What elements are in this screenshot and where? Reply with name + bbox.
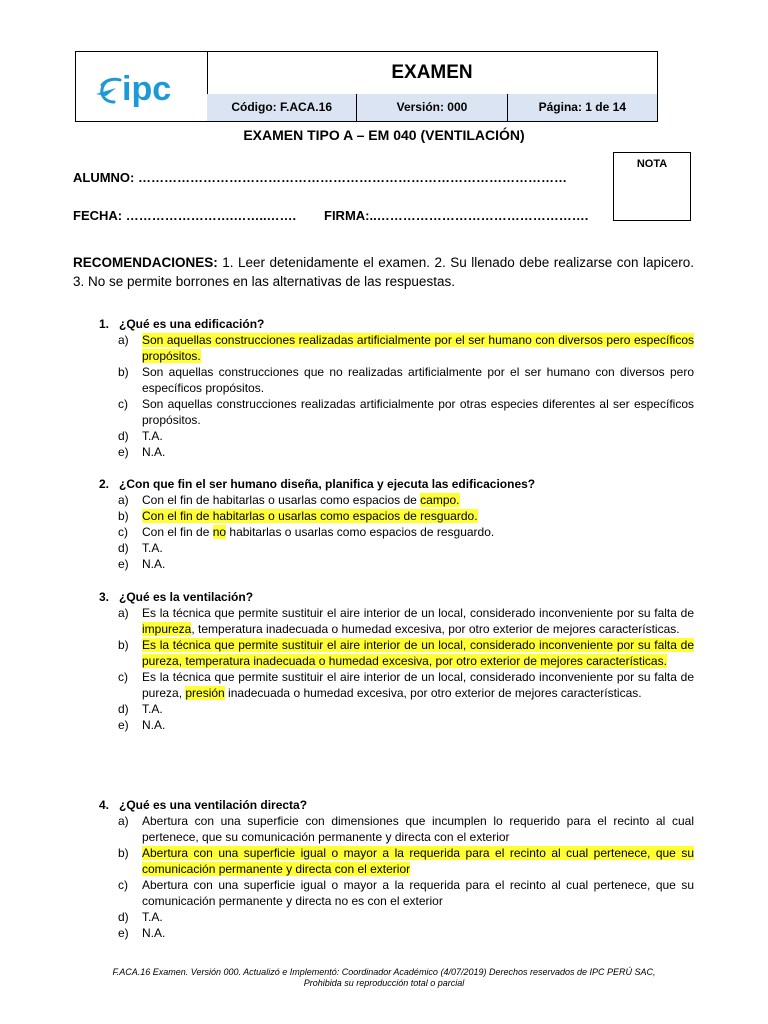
answer-option bbox=[73, 701, 694, 717]
answer-option bbox=[73, 492, 694, 508]
option-text: , temperatura inadecuada o humedad excesiva, por otro exterior de mejores características. bbox=[191, 622, 680, 636]
option-text: T.A. bbox=[142, 702, 163, 716]
option-text: inadecuada o humedad excesiva, por otro exterior de mejores características. bbox=[224, 686, 642, 700]
option-text: N.A. bbox=[142, 557, 166, 571]
document-header bbox=[75, 51, 658, 122]
option-letter: e) bbox=[118, 445, 129, 459]
option-letter: d) bbox=[118, 910, 129, 924]
answer-option bbox=[73, 813, 694, 845]
logo-cell bbox=[76, 52, 208, 121]
footer-line-1: F.ACA.16 Examen. Versión 000. Actualizó e Implementó: Coordinador Académico (4/07/2019) Derechos reservados de IPC PERÚ SAC, bbox=[112, 967, 656, 977]
exam-subtitle: EXAMEN TIPO A – EM 040 (VENTILACIÓN) bbox=[243, 127, 525, 143]
answer-option bbox=[73, 332, 694, 364]
question-text: ¿Qué es una ventilación directa? bbox=[119, 798, 308, 812]
option-letter: e) bbox=[118, 926, 129, 940]
option-text: Abertura con una superficie con dimensiones que incumplen lo requerido para el recinto al cual pertenece, que su comunicación permanente y directa con el exterior bbox=[142, 814, 694, 844]
answer-option bbox=[73, 508, 694, 524]
option-letter: c) bbox=[118, 525, 128, 539]
option-text: Abertura con una superficie igual o mayor a la requerida para el recinto al cual pertenece, que su comunicación permanente y directa no es con el exterior bbox=[142, 878, 694, 908]
option-text: Son aquellas construcciones que no realizadas artificialmente por el ser humano con diversos pero específicos propósitos. bbox=[142, 365, 694, 395]
question-number: 1. bbox=[98, 317, 109, 331]
option-letter: d) bbox=[118, 702, 129, 716]
option-letter: c) bbox=[118, 670, 128, 684]
option-text: Con el fin de bbox=[142, 525, 213, 539]
nota-box bbox=[613, 152, 691, 221]
option-text: Son aquellas construcciones realizadas artificialmente por otras especies diferentes al ser específicos propósitos. bbox=[142, 397, 694, 427]
question-4 bbox=[73, 797, 694, 941]
option-text: T.A. bbox=[142, 429, 163, 443]
option-letter: b) bbox=[118, 638, 129, 652]
option-letter: d) bbox=[118, 429, 129, 443]
option-letter: a) bbox=[118, 493, 129, 507]
answer-option bbox=[73, 556, 694, 572]
answer-option bbox=[73, 909, 694, 925]
option-letter: b) bbox=[118, 846, 129, 860]
option-letter: b) bbox=[118, 365, 129, 379]
option-text: Con el fin de habitarlas o usarlas como espacios de bbox=[142, 493, 421, 507]
option-letter: e) bbox=[118, 557, 129, 571]
answer-option bbox=[73, 524, 694, 540]
highlighted-text: campo. bbox=[420, 493, 460, 507]
option-text: T.A. bbox=[142, 541, 163, 555]
option-text: N.A. bbox=[142, 718, 166, 732]
question-text: ¿Qué es una edificación? bbox=[119, 317, 265, 331]
option-letter: a) bbox=[118, 333, 129, 347]
option-text: T.A. bbox=[142, 910, 163, 924]
answer-option bbox=[73, 717, 694, 733]
answer-option bbox=[73, 540, 694, 556]
footer-line-2: Prohibida su reproducción total o parcial bbox=[303, 978, 465, 988]
pagina-cell: Página: 1 de 14 bbox=[508, 94, 657, 121]
option-text: habitarlas o usarlas como espacios de resguardo. bbox=[226, 525, 495, 539]
answer-option bbox=[73, 396, 694, 428]
answer-option bbox=[73, 669, 694, 701]
logo-text: ipc bbox=[122, 70, 172, 108]
highlighted-text: presión bbox=[185, 686, 225, 700]
option-text: Es la técnica que permite sustituir el aire interior de un local, considerado inconveniente por su falta de bbox=[142, 606, 694, 620]
answer-option bbox=[73, 364, 694, 396]
question-title bbox=[73, 797, 694, 813]
option-letter: a) bbox=[118, 606, 129, 620]
highlighted-text: Es la técnica que permite sustituir el aire interior de un local, considerado inconveniente por su falta de pureza, temperatura inadecuada o humedad excesiva, por otro exterior de mejores características. bbox=[142, 638, 694, 668]
codigo-cell: Código: F.ACA.16 bbox=[207, 94, 357, 121]
question-2 bbox=[73, 476, 694, 572]
option-letter: d) bbox=[118, 541, 129, 555]
answer-option bbox=[73, 444, 694, 460]
answer-option bbox=[73, 925, 694, 941]
question-title bbox=[73, 316, 694, 332]
option-text: N.A. bbox=[142, 926, 166, 940]
question-number: 3. bbox=[98, 590, 109, 604]
page-footer bbox=[0, 967, 768, 989]
highlighted-text: impureza bbox=[142, 622, 192, 636]
option-text: N.A. bbox=[142, 445, 166, 459]
highlighted-text: no bbox=[212, 525, 227, 539]
question-1 bbox=[73, 316, 694, 460]
nota-label: NOTA bbox=[636, 158, 668, 170]
ipc-logo bbox=[76, 52, 207, 121]
question-text: ¿Qué es la ventilación? bbox=[119, 590, 254, 604]
version-cell: Versión: 000 bbox=[357, 94, 507, 121]
question-text: ¿Con que fin el ser humano diseña, planifica y ejecuta las edificaciones? bbox=[119, 477, 536, 491]
question-number: 2. bbox=[98, 477, 109, 491]
option-letter: c) bbox=[118, 878, 128, 892]
recomendaciones-label: RECOMENDACIONES: bbox=[73, 255, 218, 270]
option-letter: a) bbox=[118, 814, 129, 828]
answer-option bbox=[73, 637, 694, 669]
document-title: EXAMEN bbox=[207, 52, 657, 95]
answer-option bbox=[73, 605, 694, 637]
question-number: 4. bbox=[98, 798, 109, 812]
option-letter: b) bbox=[118, 509, 129, 523]
answer-option bbox=[73, 877, 694, 909]
recomendaciones-text: 1. Leer detenidamente el examen. 2. Su llenado debe realizarse con lapicero. 3. No se permite borrones en las alternativas de las respuestas. bbox=[73, 255, 694, 289]
question-title bbox=[73, 589, 694, 605]
option-letter: e) bbox=[118, 718, 129, 732]
option-letter: c) bbox=[118, 397, 128, 411]
answer-option bbox=[73, 428, 694, 444]
option-text: Es la técnica que permite sustituir el aire interior de un local, considerado inconveniente por su falta de pureza, bbox=[142, 670, 694, 700]
firma-field: FIRMA:..…………………………………………. bbox=[324, 208, 589, 223]
highlighted-text: Son aquellas construcciones realizadas artificialmente por el ser humano con diversos pero específicos propósitos. bbox=[142, 333, 694, 363]
recomendaciones bbox=[73, 253, 694, 291]
document-meta-row bbox=[207, 94, 657, 121]
highlighted-text: Con el fin de habitarlas o usarlas como espacios de resguardo. bbox=[142, 509, 478, 523]
question-3 bbox=[73, 589, 694, 733]
question-title bbox=[73, 476, 694, 492]
fecha-field: FECHA: …………………….……..……. bbox=[73, 208, 297, 223]
answer-option bbox=[73, 845, 694, 877]
highlighted-text: Abertura con una superficie igual o mayor a la requerida para el recinto al cual pertenece, que su comunicación permanente y directa con el exterior bbox=[142, 846, 694, 876]
alumno-field: ALUMNO: ……………………………………………………………………………………… bbox=[73, 170, 567, 185]
